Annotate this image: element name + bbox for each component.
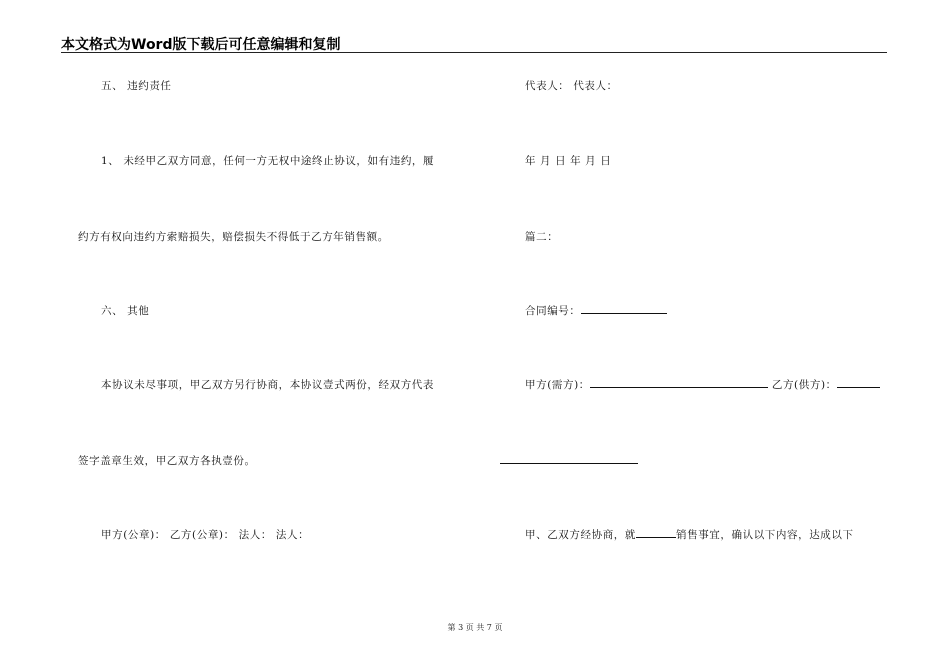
party-a-blank[interactable] [590, 386, 768, 388]
header-divider [61, 52, 887, 53]
dates-line: 年 月 日 年 月 日 [525, 155, 612, 167]
agreement-line [525, 529, 854, 542]
representatives-line: 代表人： 代表人： [525, 80, 618, 92]
document-header-title: 本文格式为Word版下载后可任意编辑和复制 [61, 37, 341, 53]
parties-line [525, 379, 880, 392]
party-b-label: 乙方(供方)： [771, 379, 837, 391]
product-blank[interactable] [636, 536, 676, 538]
section-5-heading: 五、 违约责任 [101, 80, 172, 92]
other-clause-line-1: 本协议未尽事项，甲乙双方另行协商，本协议壹式两份，经双方代表 [101, 379, 434, 391]
clause-1-line-2: 约方有权向违约方索赔损失，赔偿损失不得低于乙方年销售额。 [78, 231, 389, 243]
party-a-label: 甲方(需方)： [525, 379, 590, 391]
other-clause-line-2: 签字盖章生效，甲乙双方各执壹份。 [78, 455, 256, 467]
part-two-heading: 篇二： [525, 231, 559, 243]
contract-number-line [525, 305, 667, 318]
contract-number-label: 合同编号： [525, 305, 581, 317]
clause-1-line-1: 1、 未经甲乙双方同意，任何一方无权中途终止协议，如有违约，履 [101, 155, 435, 167]
page-number-footer: 第 3 页 共 7 页 [447, 623, 503, 632]
party-b-blank-start[interactable] [837, 386, 880, 388]
agreement-suffix: 销售事宜，确认以下内容，达成以下 [676, 529, 854, 541]
signature-line: 甲方(公章)： 乙方(公章)： 法人： 法人： [101, 529, 310, 541]
agreement-prefix: 甲、乙双方经协商，就 [525, 529, 636, 541]
contract-number-blank[interactable] [581, 312, 667, 314]
party-b-blank-continuation[interactable] [500, 463, 638, 464]
section-6-heading: 六、 其他 [101, 305, 150, 317]
